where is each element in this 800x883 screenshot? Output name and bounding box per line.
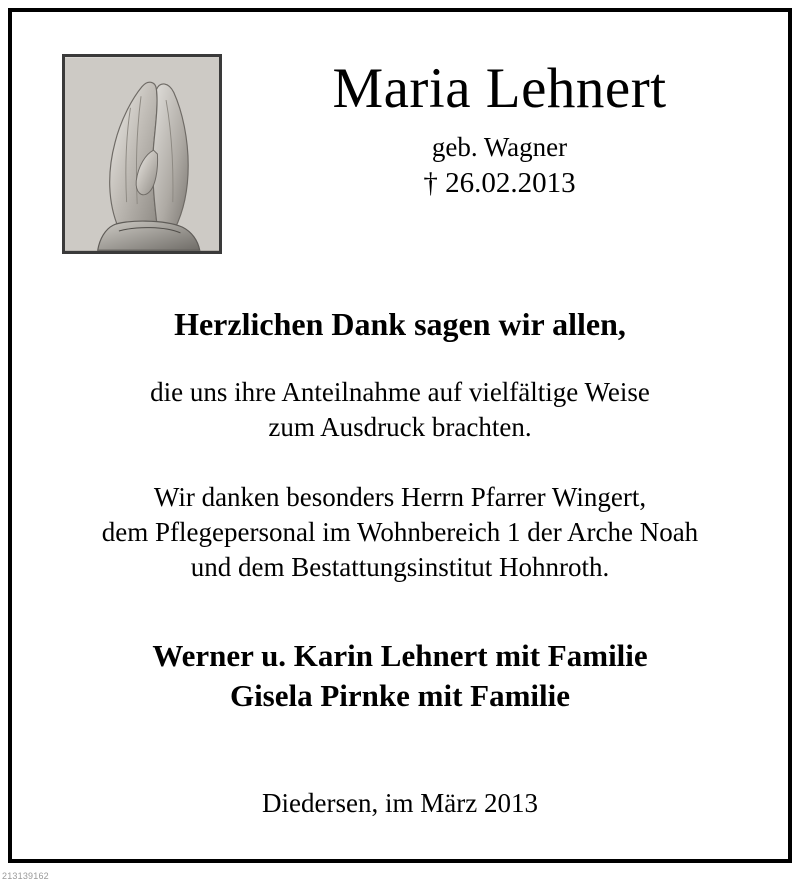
family-signature	[42, 636, 758, 715]
thanks-headline: Herzlichen Dank sagen wir allen,	[174, 306, 626, 342]
obituary-notice-card	[8, 8, 792, 863]
notice-inner	[12, 12, 788, 859]
paragraph-line: die uns ihre Anteilnahme auf vielfältige Weise	[150, 377, 650, 408]
paragraph-line: und dem Bestattungsinstitut Hohnroth.	[190, 551, 610, 582]
family-line: Werner u. Karin Lehnert mit Familie	[152, 638, 648, 674]
family-line: Gisela Pirnke mit Familie	[229, 677, 571, 713]
maiden-name: geb. Wagner	[431, 132, 568, 163]
reference-id: 213139162	[2, 871, 49, 881]
praying-hands-icon	[62, 54, 222, 254]
place-and-date: Diedersen, im März 2013	[262, 788, 538, 819]
deceased-name: Maria Lehnert	[332, 57, 667, 120]
thanks-paragraph-1	[42, 375, 758, 444]
thanks-paragraph-2	[42, 480, 758, 584]
paragraph-line: Wir danken besonders Herrn Pfarrer Wingert,	[153, 482, 647, 513]
name-block	[237, 57, 762, 201]
paragraph-line: dem Pflegepersonal im Wohnbereich 1 der Arche Noah	[101, 517, 699, 548]
death-date: † 26.02.2013	[423, 167, 576, 200]
notice-header	[12, 12, 788, 227]
notice-body	[12, 305, 788, 820]
paragraph-line: zum Ausdruck brachten.	[268, 411, 532, 442]
